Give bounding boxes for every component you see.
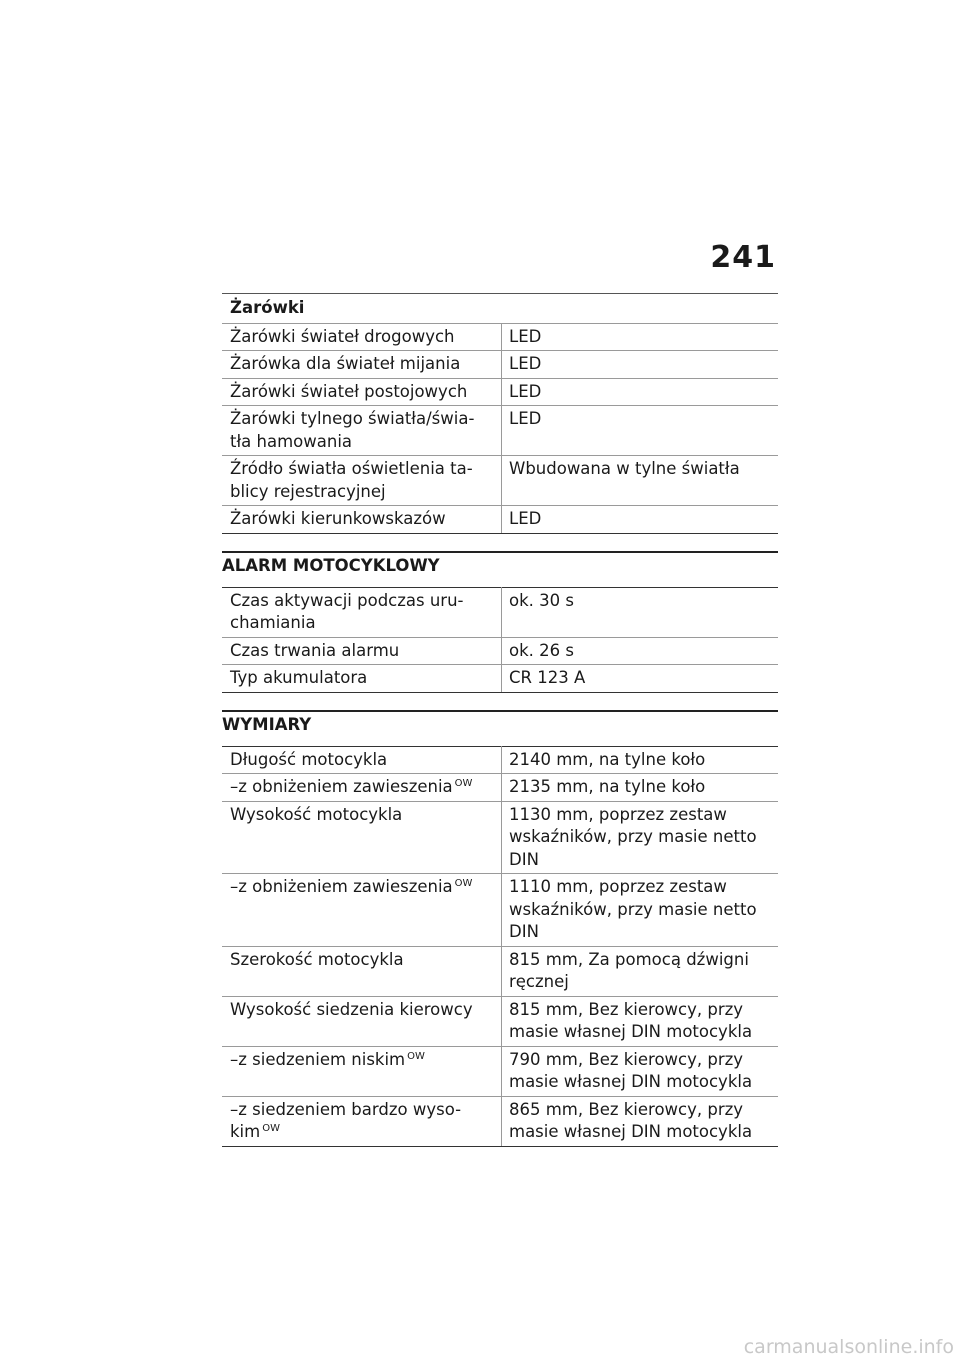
row-value: LED xyxy=(502,406,779,456)
row-label: –z obniżeniem zawieszenia xyxy=(230,777,453,796)
bulbs-heading: Żarówki xyxy=(222,294,778,324)
row-value: LED xyxy=(502,351,779,379)
table-row xyxy=(222,323,778,351)
row-value: 2140 mm, na tylne koło xyxy=(502,746,779,774)
row-value: 865 mm, Bez kierowcy, przy masie własnej DIN motocykla xyxy=(502,1096,779,1146)
dimensions-heading: WYMIARY xyxy=(222,710,778,746)
table-row xyxy=(222,406,778,456)
row-label: Żarówki świateł postojowych xyxy=(222,378,502,406)
row-label: Czas trwania alarmu xyxy=(222,637,502,665)
optional-equipment-mark: OW xyxy=(454,778,473,789)
optional-equipment-mark: OW xyxy=(407,1050,425,1062)
row-value: LED xyxy=(502,506,779,534)
table-row xyxy=(222,378,778,406)
watermark: carmanualsonline.info xyxy=(743,1336,954,1358)
row-value: Wbudowana w tylne światła xyxy=(502,456,779,506)
alarm-table xyxy=(222,587,778,693)
table-row xyxy=(222,351,778,379)
row-value: CR 123 A xyxy=(502,665,779,693)
row-value: 815 mm, Bez kierowcy, przy masie własnej DIN motocykla xyxy=(502,996,779,1046)
row-label: –z siedzeniem bardzo wyso-kim xyxy=(230,1099,462,1141)
row-label: Wysokość motocykla xyxy=(222,801,502,874)
optional-equipment-mark: OW xyxy=(454,878,473,889)
row-value: 1130 mm, poprzez zestaw wskaźników, przy masie netto DIN xyxy=(502,801,779,874)
optional-equipment-mark: OW xyxy=(262,1123,280,1134)
row-value: LED xyxy=(502,378,779,406)
row-label: –z obniżeniem zawieszenia xyxy=(230,877,453,896)
row-label-cell xyxy=(222,874,502,947)
alarm-heading: ALARM MOTOCYKLOWY xyxy=(222,551,778,587)
row-value: LED xyxy=(502,323,779,351)
row-label: Źródło światła oświetlenia ta-blicy rejestracyjnej xyxy=(222,456,502,506)
table-row xyxy=(222,996,778,1046)
row-value: 815 mm, Za pomocą dźwigni ręcznej xyxy=(502,946,779,996)
row-label: Szerokość motocykla xyxy=(222,946,502,996)
table-row xyxy=(222,665,778,693)
row-value: 1110 mm, poprzez zestaw wskaźników, przy masie netto DIN xyxy=(502,874,779,947)
row-label-cell xyxy=(222,1046,502,1096)
table-row xyxy=(222,774,778,802)
dimensions-table xyxy=(222,746,778,1147)
row-label: Żarówki tylnego światła/świa-tła hamowania xyxy=(222,406,502,456)
row-value: 2135 mm, na tylne koło xyxy=(502,774,779,802)
row-label: Żarówki świateł drogowych xyxy=(222,323,502,351)
row-value: ok. 30 s xyxy=(502,587,779,637)
table-row xyxy=(222,746,778,774)
table-row xyxy=(222,456,778,506)
table-row xyxy=(222,637,778,665)
table-row xyxy=(222,1096,778,1146)
bulbs-table-header xyxy=(222,294,778,324)
bulbs-table xyxy=(222,293,778,534)
spec-content xyxy=(222,293,778,1147)
row-label: –z siedzeniem niskim xyxy=(230,1049,406,1069)
table-row xyxy=(222,587,778,637)
table-row xyxy=(222,874,778,947)
row-label: Typ akumulatora xyxy=(222,665,502,693)
row-value: 790 mm, Bez kierowcy, przy masie własnej DIN motocykla xyxy=(502,1046,779,1096)
row-label: Długość motocykla xyxy=(222,746,502,774)
table-row xyxy=(222,1046,778,1096)
row-label: Wysokość siedzenia kierowcy xyxy=(222,996,502,1046)
row-value: ok. 26 s xyxy=(502,637,779,665)
row-label: Żarówki kierunkowskazów xyxy=(222,506,502,534)
page-number: 241 xyxy=(710,240,776,275)
table-row xyxy=(222,801,778,874)
row-label: Czas aktywacji podczas uru-chamiania xyxy=(222,587,502,637)
table-row xyxy=(222,946,778,996)
table-row xyxy=(222,506,778,534)
row-label: Żarówka dla świateł mijania xyxy=(222,351,502,379)
row-label-cell xyxy=(222,774,502,802)
row-label-cell xyxy=(222,1096,502,1146)
